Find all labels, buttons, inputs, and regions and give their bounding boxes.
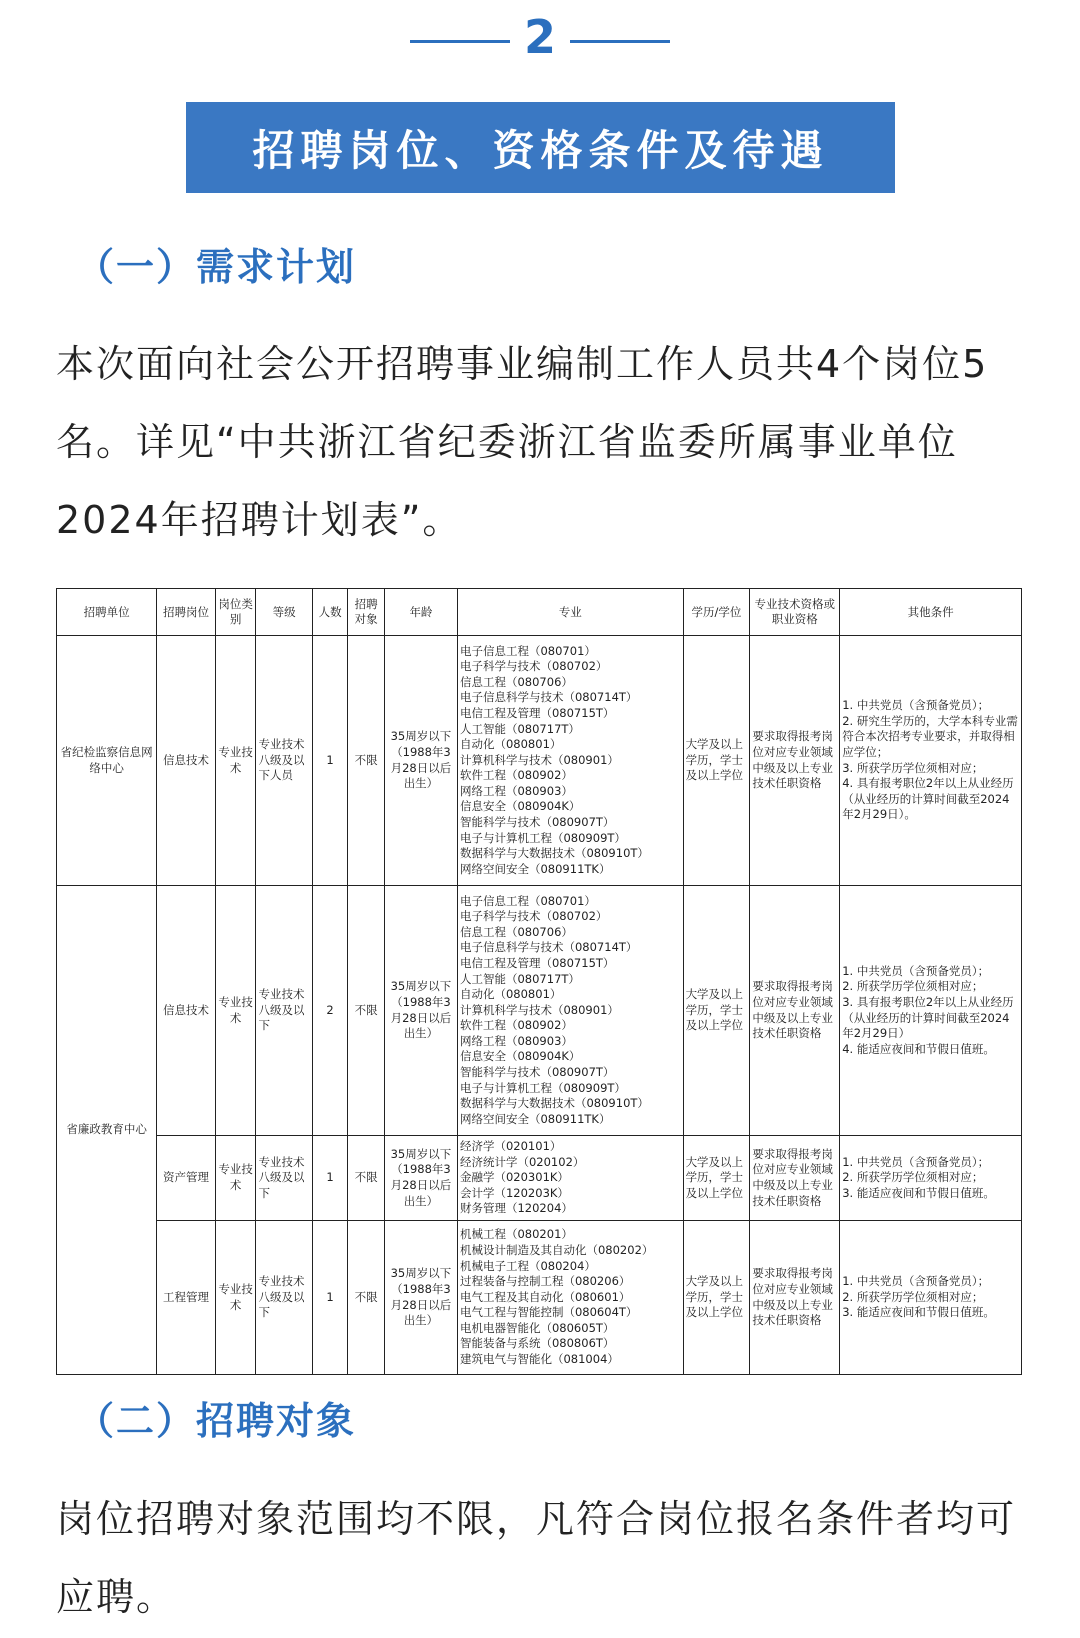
cell-target: 不限 <box>348 1136 385 1221</box>
header-major: 专业 <box>457 589 683 636</box>
cell-unit: 省纪检监察信息网络中心 <box>57 636 157 886</box>
plan-paragraph: 本次面向社会公开招聘事业编制工作人员共4个岗位5名。详见“中共浙江省纪委浙江省监委所属事业单位2024年招聘计划表”。 <box>56 342 989 542</box>
cell-post: 资产管理 <box>157 1136 215 1221</box>
table-row <box>57 636 1022 886</box>
cell-count: 1 <box>312 636 348 886</box>
divider-line-left <box>410 40 510 43</box>
cell-age: 35周岁以下（1988年3月28日以后出生） <box>384 1221 457 1375</box>
target-paragraph: 岗位招聘对象范围均不限，凡符合岗位报名条件者均可应聘。 <box>56 1497 1017 1619</box>
cell-age: 35周岁以下（1988年3月28日以后出生） <box>384 1136 457 1221</box>
table-row <box>57 1136 1022 1221</box>
cell-post: 工程管理 <box>157 1221 215 1375</box>
cell-post: 信息技术 <box>157 886 215 1136</box>
cell-major: 经济学（020101） 经济统计学（020102） 金融学（020301K） 会计学（120203K） 财务管理（120204） <box>457 1136 683 1221</box>
header-age: 年龄 <box>384 589 457 636</box>
cell-level: 专业技术八级及以下人员 <box>256 636 312 886</box>
section-title-banner <box>186 102 895 193</box>
cell-qual: 要求取得报考岗位对应专业领域中级及以上专业技术任职资格 <box>750 886 840 1136</box>
target-heading: （二）招聘对象 <box>76 1399 357 1443</box>
cell-level: 专业技术八级及以下 <box>256 886 312 1136</box>
cell-target: 不限 <box>348 636 385 886</box>
cell-target: 不限 <box>348 886 385 1136</box>
cell-other: 1. 中共党员（含预备党员）； 2. 所获学历学位须相对应； 3. 具有报考职位2年以上从业经历（从业经历的计算时间截至2024年2月29日） 4. 能适应夜间和节假日值班。 <box>840 886 1022 1136</box>
cell-type: 专业技术 <box>215 636 256 886</box>
cell-level: 专业技术八级及以下 <box>256 1136 312 1221</box>
header-qual: 专业技术资格或职业资格 <box>750 589 840 636</box>
section-number-header <box>0 12 1080 72</box>
cell-qual: 要求取得报考岗位对应专业领域中级及以上专业技术任职资格 <box>750 1221 840 1375</box>
cell-edu: 大学及以上学历，学士及以上学位 <box>683 1221 750 1375</box>
header-unit: 招聘单位 <box>57 589 157 636</box>
header-other: 其他条件 <box>840 589 1022 636</box>
cell-type: 专业技术 <box>215 1136 256 1221</box>
cell-major: 电子信息工程（080701） 电子科学与技术（080702） 信息工程（080706） 电子信息科学与技术（080714T） 电信工程及管理（080715T） 人工智能（080717T） 自动化（080801） 计算机科学与技术（080901） 软件工程（080902） 网络工程（080903） 信息安全（080904K） 智能科学与技术（080907T） 电子与计算机工程（080909T） 数据科学与大数据技术（080910T） 网络空间安全（080911TK） <box>457 636 683 886</box>
cell-edu: 大学及以上学历，学士及以上学位 <box>683 1136 750 1221</box>
table-row <box>57 886 1022 1136</box>
cell-age: 35周岁以下（1988年3月28日以后出生） <box>384 886 457 1136</box>
cell-count: 1 <box>312 1221 348 1375</box>
header-edu: 学历/学位 <box>683 589 750 636</box>
cell-level: 专业技术八级及以下 <box>256 1221 312 1375</box>
cell-major: 机械工程（080201） 机械设计制造及其自动化（080202） 机械电子工程（080204） 过程装备与控制工程（080206） 电气工程及其自动化（080601） 电气工程与智能控制（080604T） 电机电器智能化（080605T） 智能装备与系统（080806T） 建筑电气与智能化（081004） <box>457 1221 683 1375</box>
cell-type: 专业技术 <box>215 886 256 1136</box>
table-row <box>57 1221 1022 1375</box>
cell-age: 35周岁以下（1988年3月28日以后出生） <box>384 636 457 886</box>
section-title: 招聘岗位、资格条件及待遇 <box>252 125 829 175</box>
table-header-row <box>57 589 1022 636</box>
cell-edu: 大学及以上学历，学士及以上学位 <box>683 886 750 1136</box>
header-level: 等级 <box>256 589 312 636</box>
header-count: 人数 <box>312 589 348 636</box>
plan-heading: （一）需求计划 <box>76 245 357 289</box>
header-type: 岗位类别 <box>215 589 256 636</box>
recruitment-plan-table <box>56 588 1022 1375</box>
cell-other: 1. 中共党员（含预备党员）； 2. 所获学历学位须相对应； 3. 能适应夜间和节假日值班。 <box>840 1221 1022 1375</box>
cell-major: 电子信息工程（080701） 电子科学与技术（080702） 信息工程（080706） 电子信息科学与技术（080714T） 电信工程及管理（080715T） 人工智能（080717T） 自动化（080801） 计算机科学与技术（080901） 软件工程（080902） 网络工程（080903） 信息安全（080904K） 智能科学与技术（080907T） 电子与计算机工程（080909T） 数据科学与大数据技术（080910T） 网络空间安全（080911TK） <box>457 886 683 1136</box>
section-number: 2 <box>523 10 556 64</box>
divider-line-right <box>570 40 670 43</box>
cell-other: 1. 中共党员（含预备党员）； 2. 所获学历学位须相对应； 3. 能适应夜间和节假日值班。 <box>840 1136 1022 1221</box>
cell-qual: 要求取得报考岗位对应专业领域中级及以上专业技术任职资格 <box>750 1136 840 1221</box>
cell-post: 信息技术 <box>157 636 215 886</box>
cell-count: 1 <box>312 1136 348 1221</box>
cell-qual: 要求取得报考岗位对应专业领域中级及以上专业技术任职资格 <box>750 636 840 886</box>
header-post: 招聘岗位 <box>157 589 215 636</box>
header-target: 招聘对象 <box>348 589 385 636</box>
cell-type: 专业技术 <box>215 1221 256 1375</box>
cell-target: 不限 <box>348 1221 385 1375</box>
cell-count: 2 <box>312 886 348 1136</box>
cell-other: 1. 中共党员（含预备党员）； 2. 研究生学历的，大学本科专业需符合本次招考专业要求，并取得相应学位； 3. 所获学历学位须相对应； 4. 具有报考职位2年以上从业经历（从业经历的计算时间截至2024年2月29日）。 <box>840 636 1022 886</box>
cell-unit: 省廉政教育中心 <box>57 886 157 1375</box>
cell-edu: 大学及以上学历，学士及以上学位 <box>683 636 750 886</box>
